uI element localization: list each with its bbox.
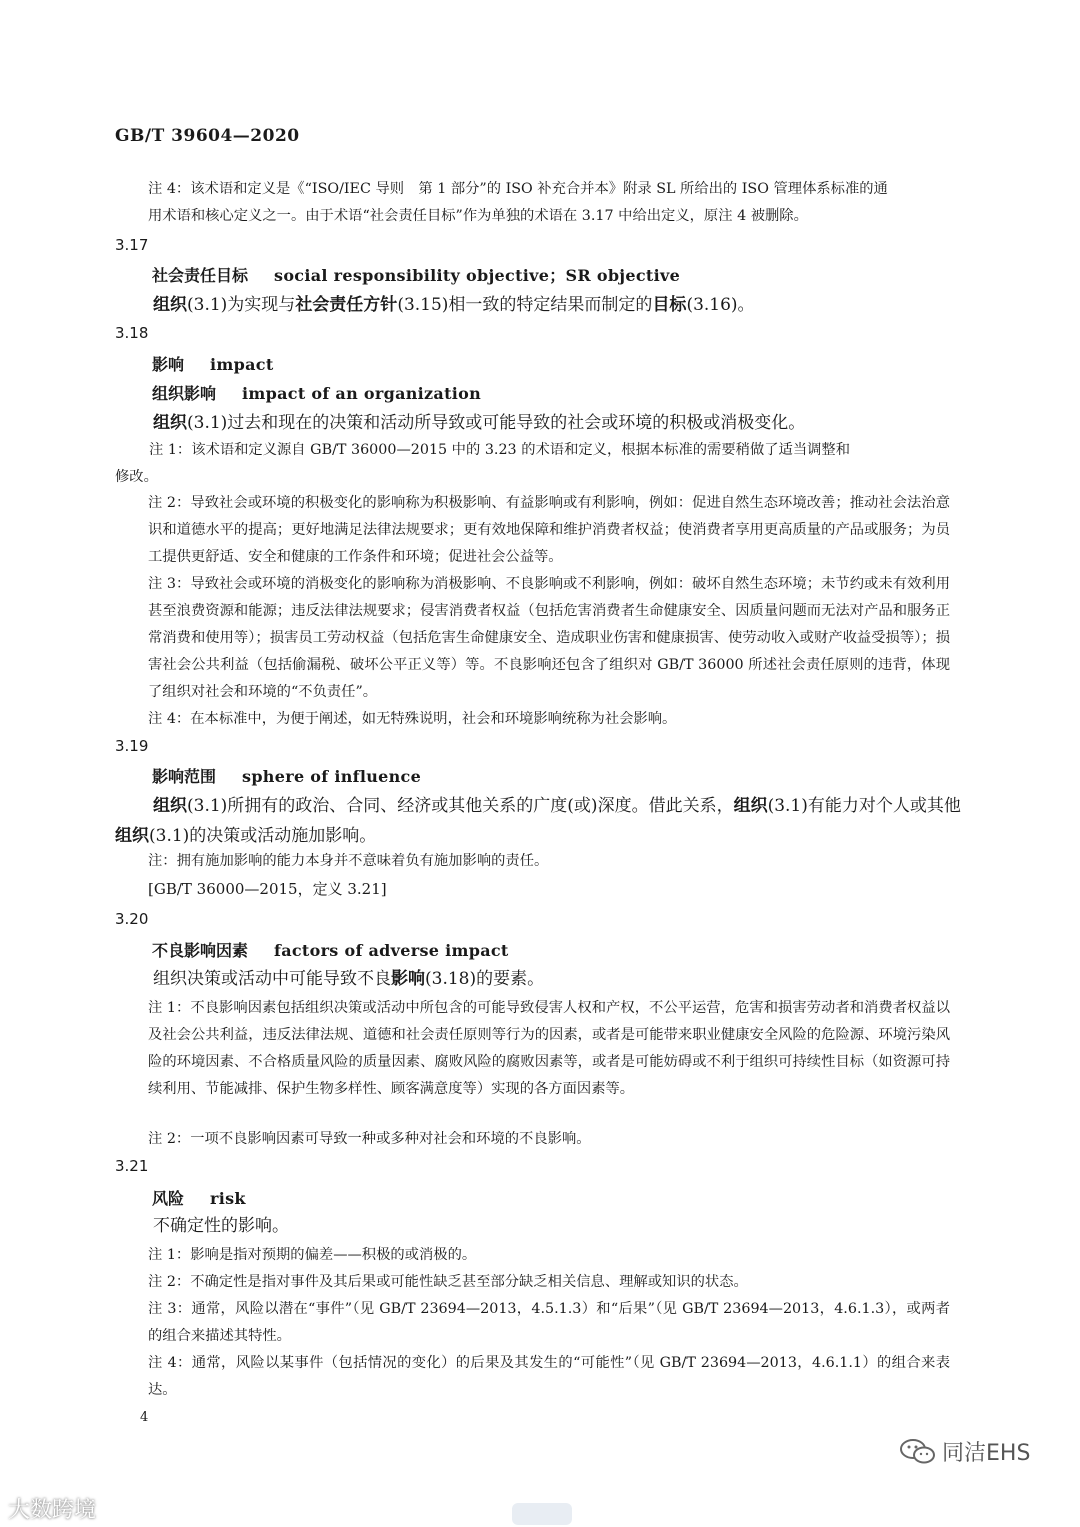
term-en: impact <box>210 355 274 374</box>
term-definition <box>115 791 965 851</box>
def-ref: 组织 <box>115 826 149 846</box>
def-text: (3.18)的要素。 <box>425 969 545 989</box>
clause-number: 3.17 <box>115 236 149 254</box>
term-heading <box>152 938 987 961</box>
center-logo-mark <box>512 1503 572 1525</box>
term-heading <box>152 764 987 787</box>
term-heading-alt <box>152 381 987 404</box>
term-en: impact of an organization <box>242 384 482 403</box>
def-text: (3.1)的决策或活动施加影响。 <box>149 826 377 846</box>
def-ref: 影响 <box>391 969 425 989</box>
term-zh: 社会责任目标 <box>152 266 249 285</box>
note: 注 2：不确定性是指对事件及其后果或可能性缺乏甚至部分缺乏相关信息、理解或知识的状态。 <box>148 1274 748 1290</box>
term-definition <box>115 290 965 320</box>
term-heading <box>152 352 987 375</box>
term-zh: 影响 <box>152 355 185 374</box>
def-text: (3.15)相一致的特定结果而制定的 <box>397 295 653 315</box>
note-line: 修改。 <box>115 469 158 485</box>
note: 注 4：通常，风险以某事件（包括情况的变化）的后果及其发生的“可能性”（见 GB/T 23694—2013，4.6.1.1）的组合来表达。 <box>148 1355 950 1398</box>
term-definition <box>115 408 965 438</box>
note: 注 1：影响是指对预期的偏差——积极的或消极的。 <box>148 1247 477 1263</box>
note-line: 注 4：该术语和定义是《“ISO/IEC 导则 第 1 部分”的 ISO 补充合并本》附录 SL 所给出的 ISO 管理体系标准的通 <box>148 181 888 197</box>
note-line: 注 1：该术语和定义源自 GB/T 36000—2015 中的 3.23 的术语和定义，根据本标准的需要稍做了适当调整和 <box>149 442 851 458</box>
note: 注 3：导致社会或环境的消极变化的影响称为消极影响、不良影响或不利影响，例如：破坏自然生态环境；未节约或未有效利用甚至浪费资源和能源；违反法律法规要求；侵害消费者权益（包括危害消费者生命健康安全、因质量问题而无法对产品和服务正常消费和使用等）；损害员工劳动权益（包括危害生命健康安全、造成职业伤害和健康损害、使劳动收入或财产收益受损等）；损害社会公共利益（包括偷漏税、破坏公平正义等）等。不良影响还包含了组织对 GB/T 36000 所述社会责任原则的违背，体现了组织对社会和环境的“不负责任”。 <box>148 576 950 700</box>
term-en: factors of adverse impact <box>274 941 509 960</box>
corner-watermark <box>8 1493 96 1524</box>
def-text: (3.1)为实现与 <box>187 295 296 315</box>
clause-number: 3.21 <box>115 1157 149 1175</box>
def-text: 组织决策或活动中可能导致不良 <box>153 969 391 989</box>
wechat-icon <box>900 1438 936 1466</box>
note <box>115 437 950 491</box>
note: 注 1：不良影响因素包括组织决策或活动中所包含的可能导致侵害人权和产权，不公平运营，危害和损害劳动者和消费者权益以及社会公共利益，违反法律法规、道德和社会责任原则等行为的因素，或者是可能带来职业健康安全风险的危险源、环境污染风险的环境因素、不合格质量风险的质量因素、腐败风险的腐败因素等，或者是可能妨碍或不利于组织可持续性目标（如资源可持续利用、节能减排、保护生物多样性、顾客满意度等）实现的各方面因素等。 <box>148 1000 950 1097</box>
note: 注 2：一项不良影响因素可导致一种或多种对社会和环境的不良影响。 <box>148 1131 591 1147</box>
def-text: (3.16)。 <box>686 295 755 315</box>
def-ref: 组织 <box>153 796 187 816</box>
term-heading <box>152 1186 987 1209</box>
def-text: (3.1)过去和现在的决策和活动所导致或可能导致的社会或环境的积极或消极变化。 <box>187 413 806 433</box>
standard-header: GB/T 39604—2020 <box>115 126 300 146</box>
clause-number: 3.20 <box>115 910 149 928</box>
def-ref: 社会责任方针 <box>295 295 398 315</box>
def-ref: 目标 <box>652 295 687 315</box>
term-en: sphere of influence <box>242 767 422 786</box>
term-zh: 组织影响 <box>152 384 217 403</box>
term-definition: 不确定性的影响。 <box>153 1216 289 1236</box>
term-heading <box>152 263 987 286</box>
note-3-16-4 <box>148 176 948 230</box>
def-ref: 组织 <box>153 295 187 315</box>
note-line: 用术语和核心定义之一。由于术语“社会责任目标”作为单独的术语在 3.17 中给出定义，原注 4 被删除。 <box>148 208 808 224</box>
clause-number: 3.18 <box>115 324 149 342</box>
source-reference: [GB/T 36000—2015，定义 3.21] <box>148 880 387 898</box>
def-text: (3.1)有能力对个人或其他 <box>767 796 961 816</box>
note: 注：拥有施加影响的能力本身并不意味着负有施加影响的责任。 <box>148 853 549 869</box>
clause-number: 3.19 <box>115 737 149 755</box>
note: 注 4：在本标准中，为便于阐述，如无特殊说明，社会和环境影响统称为社会影响。 <box>148 711 677 727</box>
term-definition <box>115 964 965 994</box>
note: 注 2：导致社会或环境的积极变化的影响称为积极影响、有益影响或有利影响，例如：促进自然生态环境改善；推动社会法治意识和道德水平的提高；更好地满足法律法规要求；更有效地保障和维护消费者权益；使消费者享用更高质量的产品或服务；为员工提供更舒适、安全和健康的工作条件和环境；促进社会公益等。 <box>148 495 950 565</box>
term-en: social responsibility objective；SR objective <box>274 266 681 285</box>
term-zh: 不良影响因素 <box>152 941 249 960</box>
watermark-text: 大数跨境 <box>8 1498 97 1523</box>
def-ref: 组织 <box>153 413 187 433</box>
term-en: risk <box>210 1189 246 1208</box>
page-number: 4 <box>140 1410 149 1425</box>
wechat-watermark <box>900 1436 1030 1467</box>
watermark-text: 同洁EHS <box>942 1441 1031 1466</box>
def-text: (3.1)所拥有的政治、合同、经济或其他关系的广度(或)深度。借此关系， <box>187 796 734 816</box>
note: 注 3：通常，风险以潜在“事件”（见 GB/T 23694—2013，4.5.1.3）和“后果”（见 GB/T 23694—2013，4.6.1.3），或两者的组合来描述其特性。 <box>148 1301 950 1344</box>
term-zh: 影响范围 <box>152 767 217 786</box>
def-ref: 组织 <box>733 796 768 816</box>
term-zh: 风险 <box>152 1189 185 1208</box>
